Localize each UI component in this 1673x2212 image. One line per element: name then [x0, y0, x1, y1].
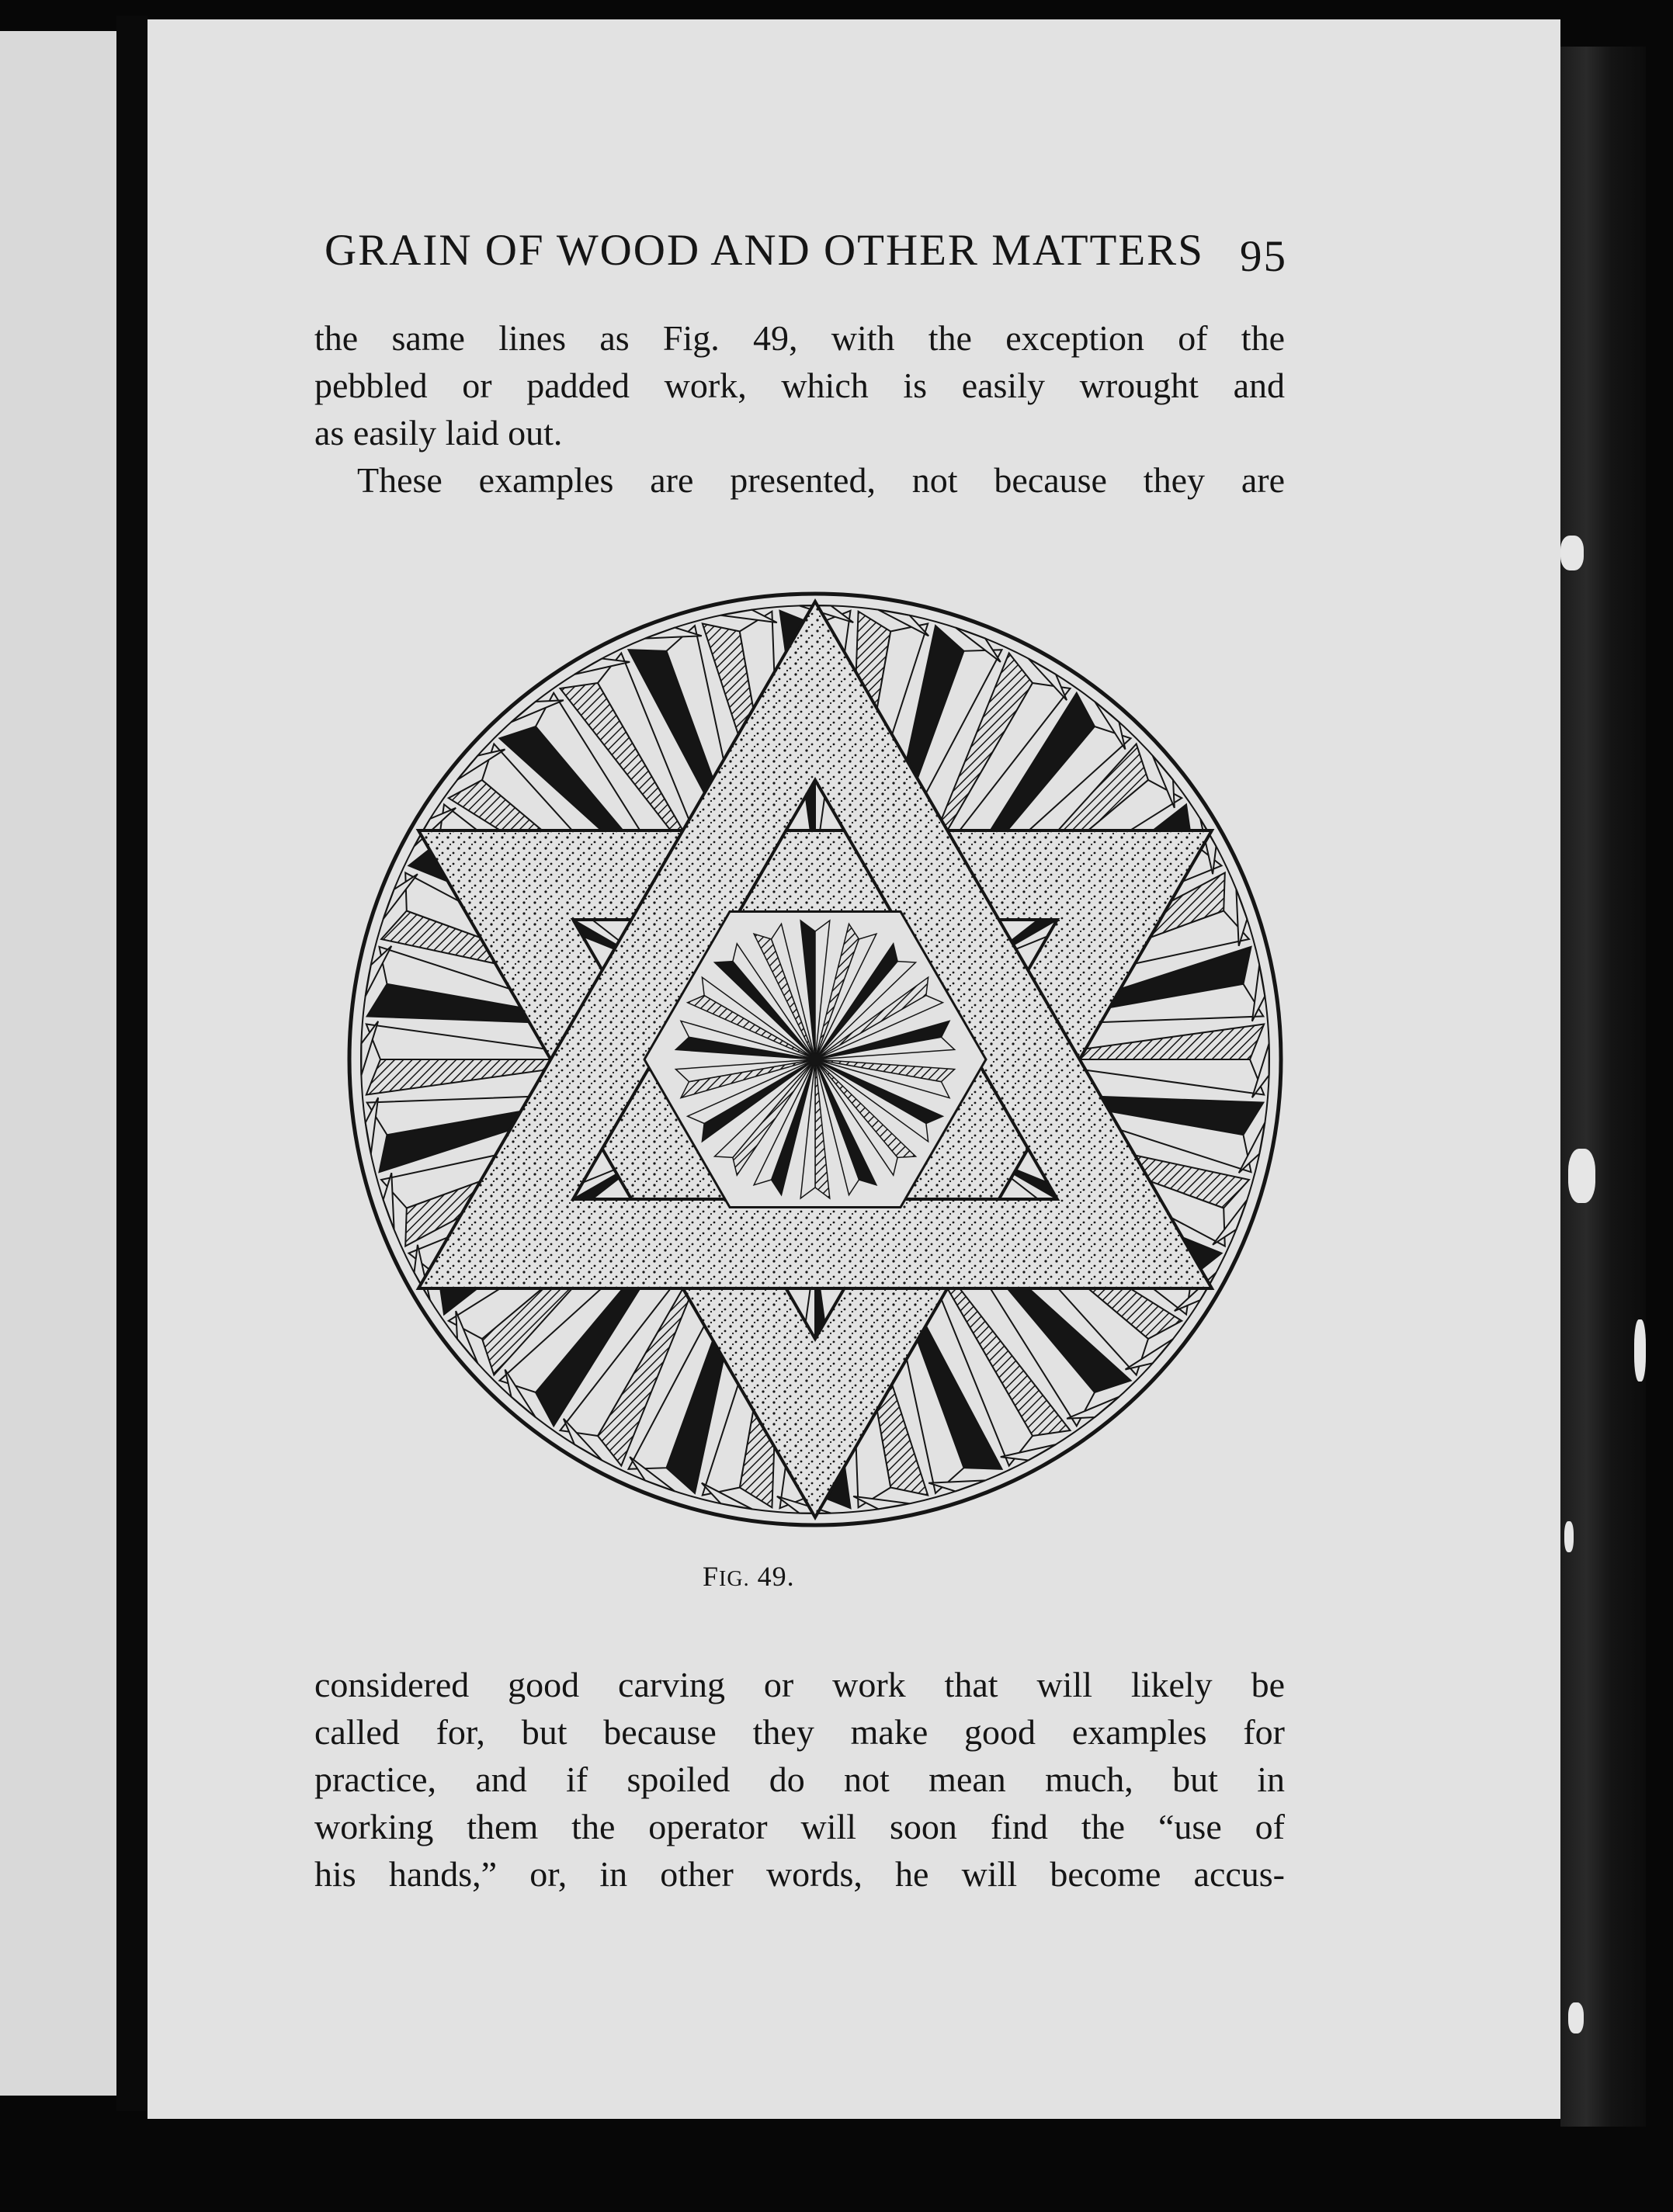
figure-caption [703, 1560, 795, 1593]
page-number: 95 [1240, 232, 1287, 281]
text-line: his hands,” or, in other words, he will become accus- [314, 1854, 1285, 1894]
edge-speck [1568, 2002, 1584, 2033]
text-line: working them the operator will soon find the “use of [314, 1807, 1285, 1846]
page-block-edges [1560, 47, 1646, 2127]
top-paragraph [314, 314, 1285, 504]
caption-number: 49. [757, 1561, 795, 1592]
text-line: practice, and if spoiled do not mean much, but in [314, 1760, 1285, 1799]
caption-initial: F [703, 1561, 720, 1592]
caption-label: IG. [719, 1567, 750, 1591]
running-title: GRAIN OF WOOD AND OTHER MATTERS [325, 226, 1204, 275]
text-line: considered good carving or work that will likely be [314, 1665, 1285, 1704]
book-gutter [116, 16, 148, 2111]
edge-speck [1564, 1521, 1574, 1552]
edge-speck [1560, 536, 1584, 570]
edge-speck [1568, 1149, 1595, 1203]
left-page-edge [0, 31, 116, 2096]
text-line: pebbled or padded work, which is easily wrought and [314, 366, 1285, 405]
text-line: the same lines as Fig. 49, with the exception of the [314, 318, 1285, 358]
text-line: as easily laid out. [314, 413, 563, 452]
running-header [325, 225, 1287, 287]
bottom-paragraph [314, 1661, 1285, 1898]
carving-illustration [326, 574, 1304, 1545]
text-line: These examples are presented, not because they are [357, 460, 1285, 500]
rosette-center [809, 1053, 821, 1066]
text-line: called for, but because they make good examples for [314, 1712, 1285, 1752]
edge-speck [1634, 1319, 1646, 1382]
